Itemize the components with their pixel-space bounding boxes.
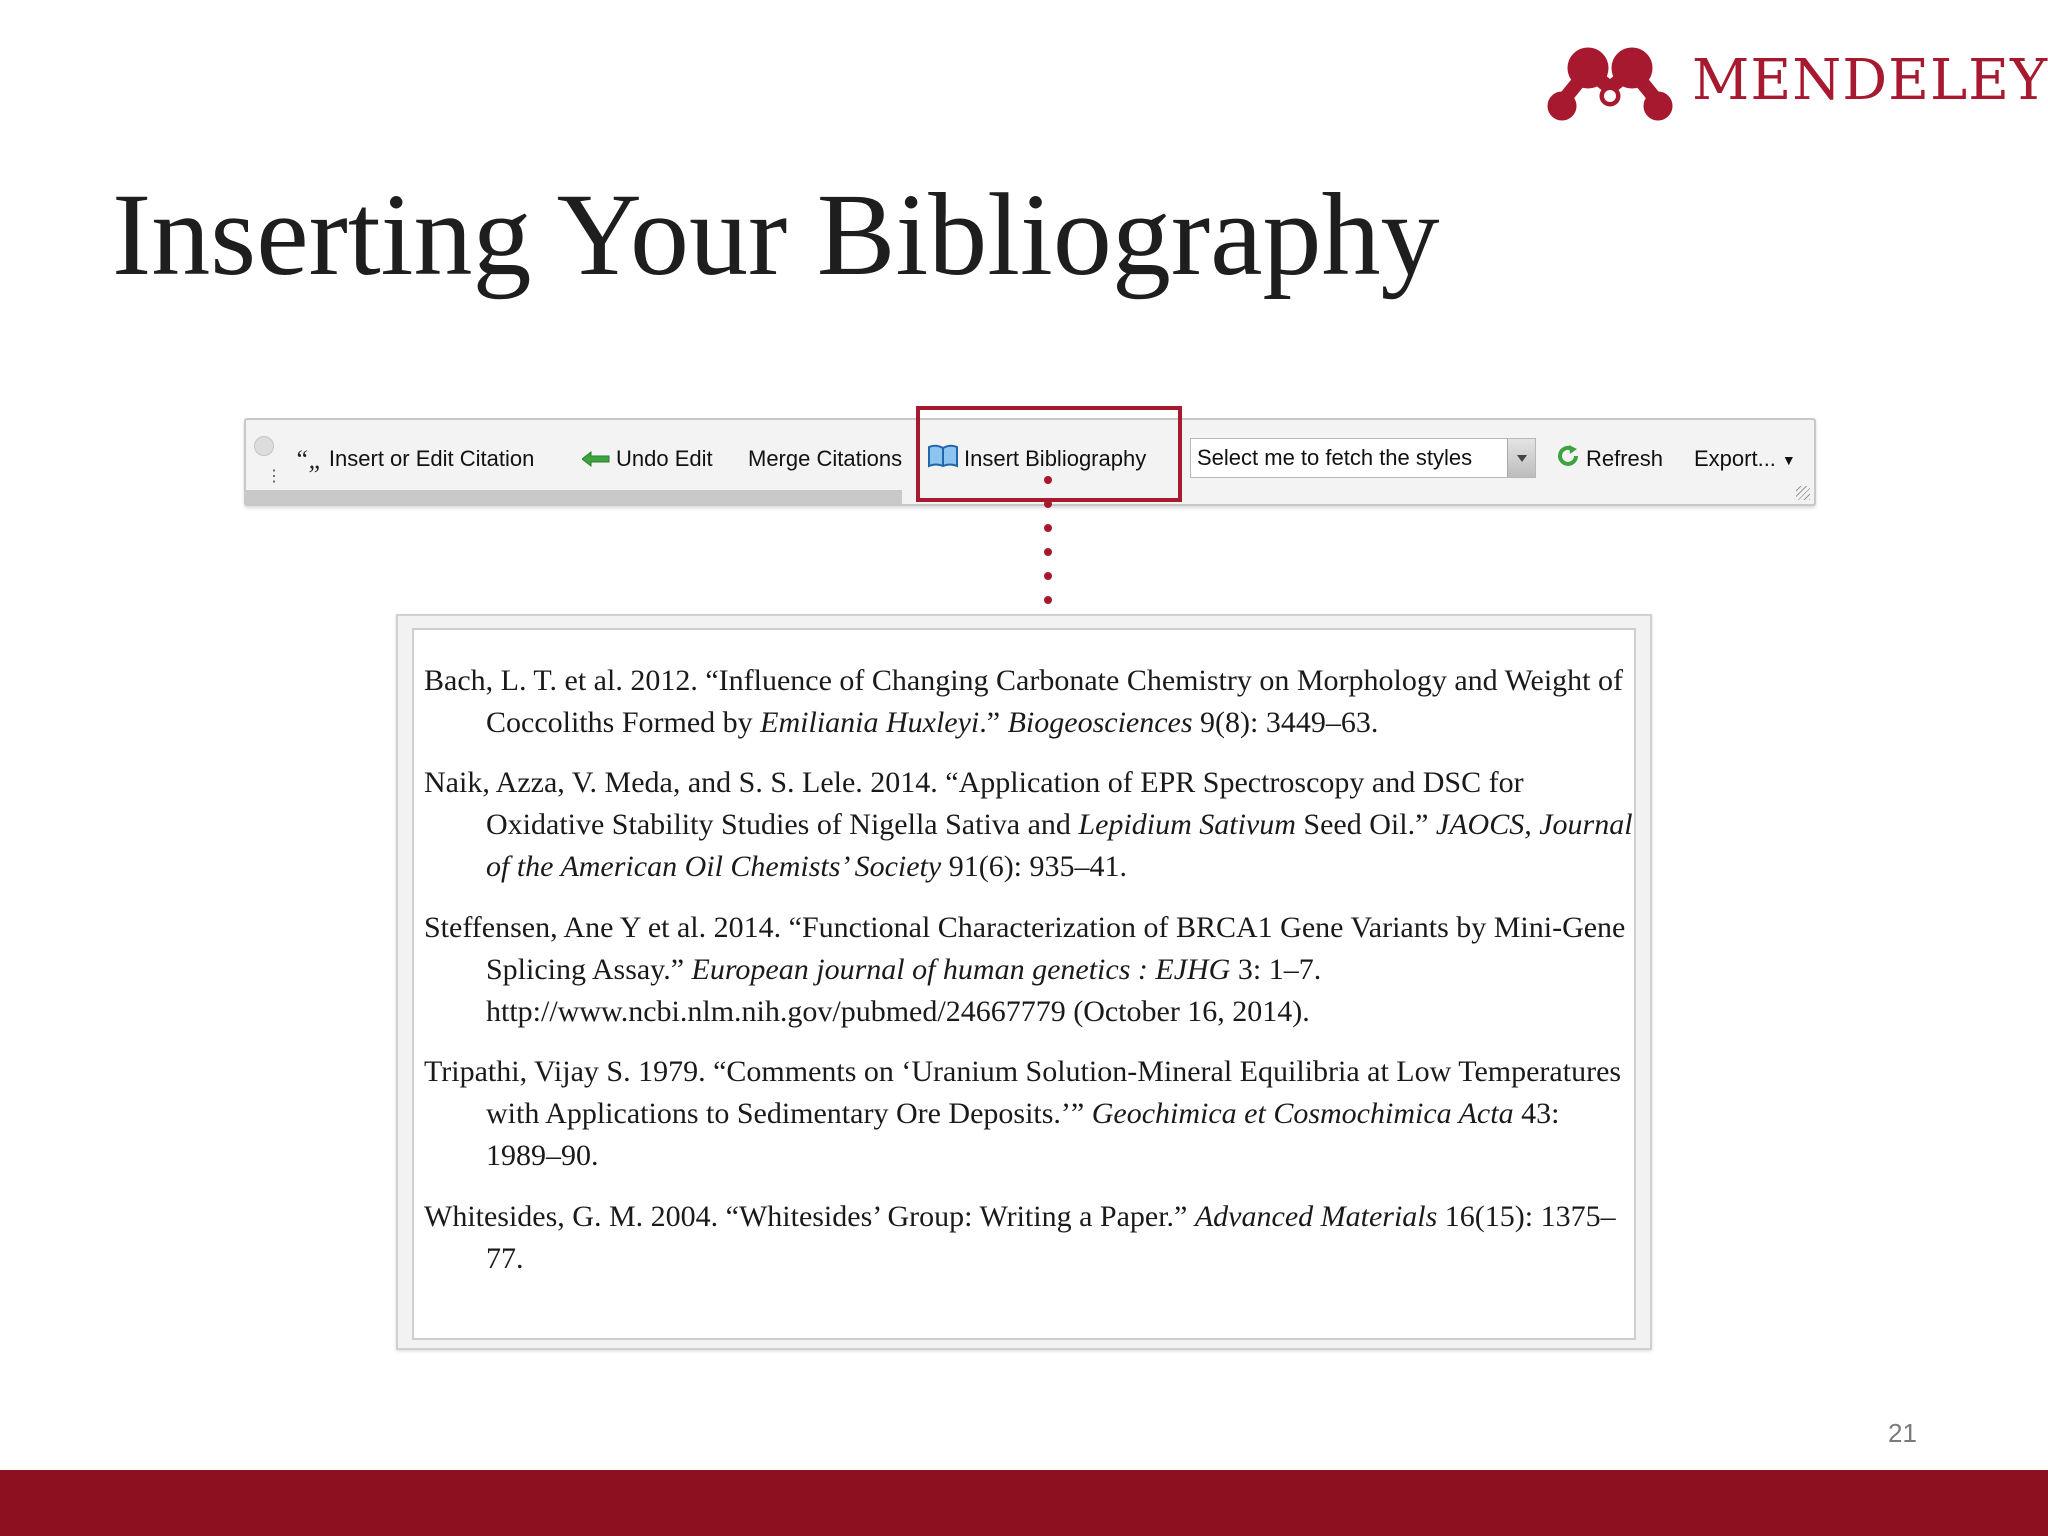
insert-bibliography-label: Insert Bibliography [964, 446, 1147, 471]
chevron-down-icon[interactable] [1507, 439, 1535, 477]
mendeley-molecule-icon [1540, 40, 1680, 130]
toolbar-grip-icon[interactable] [254, 436, 274, 456]
brand-name: MENDELEY [1692, 48, 2048, 113]
quote-icon: “„ [294, 445, 323, 475]
bibliography-entry: Steffensen, Ane Y et al. 2014. “Functional Characterization of BRCA1 Gene Variants by Mini-Gene Splicing Assay.” European journal of human genetics : EJHG 3: 1–7. http://www.ncbi.nlm.nih.gov/pubmed/24667779 (October 16, 2014). [424, 911, 1626, 1028]
insert-citation-button[interactable] [294, 444, 534, 475]
caret-down-icon: ▼ [1781, 452, 1796, 469]
undo-arrow-icon [582, 445, 610, 475]
bibliography-entry: Naik, Azza, V. Meda, and S. S. Lele. 2014. “Application of EPR Spectroscopy and DSC for Oxidative Stability Studies of Nigella Sativa and Lepidium Sativum Seed Oil.” JAOCS, Journal of the American Oil Chemists’ Society 91(6): 935–41. [424, 766, 1633, 883]
insert-citation-label: Insert or Edit Citation [328, 446, 535, 471]
bibliography-entry: Whitesides, G. M. 2004. “Whitesides’ Group: Writing a Paper.” Advanced Materials 16(15): 1375–77. [424, 1200, 1616, 1275]
toolbar-drag-handle[interactable]: ⋮ [266, 468, 282, 485]
bibliography-entry: Bach, L. T. et al. 2012. “Influence of Changing Carbonate Chemistry on Morphology and Weight of Coccoliths Formed by Emiliania Huxleyi.” Biogeosciences 9(8): 3449–63. [424, 664, 1623, 739]
export-label: Export... [1694, 446, 1776, 471]
page-number: 21 [1888, 1418, 1917, 1448]
refresh-label: Refresh [1586, 446, 1664, 471]
mendeley-logo [1540, 40, 2048, 130]
style-select-value: Select me to fetch the styles [1197, 445, 1473, 470]
refresh-button[interactable] [1556, 444, 1663, 476]
resize-grip-icon[interactable] [1796, 486, 1810, 500]
page-title: Inserting Your Bibliography [112, 169, 1440, 300]
export-menu-button[interactable] [1694, 444, 1796, 475]
citation-style-select[interactable] [1190, 438, 1536, 478]
bibliography-entry: Tripathi, Vijay S. 1979. “Comments on ‘Uranium Solution-Mineral Equilibria at Low Temperatures with Applications to Sedimentary Ore Deposits.’” Geochimica et Cosmochimica Acta 43: 1989–90. [424, 1055, 1622, 1172]
merge-citations-button[interactable] [748, 444, 902, 474]
footer-bar [0, 1470, 2048, 1536]
undo-edit-label: Undo Edit [616, 446, 713, 471]
merge-citations-label: Merge Citations [748, 446, 903, 471]
bibliography-panel [396, 614, 1652, 1350]
toolbar-scroll-strip [246, 490, 902, 504]
undo-edit-button[interactable] [582, 444, 713, 475]
bibliography-document [412, 628, 1636, 1340]
refresh-icon [1556, 444, 1580, 476]
